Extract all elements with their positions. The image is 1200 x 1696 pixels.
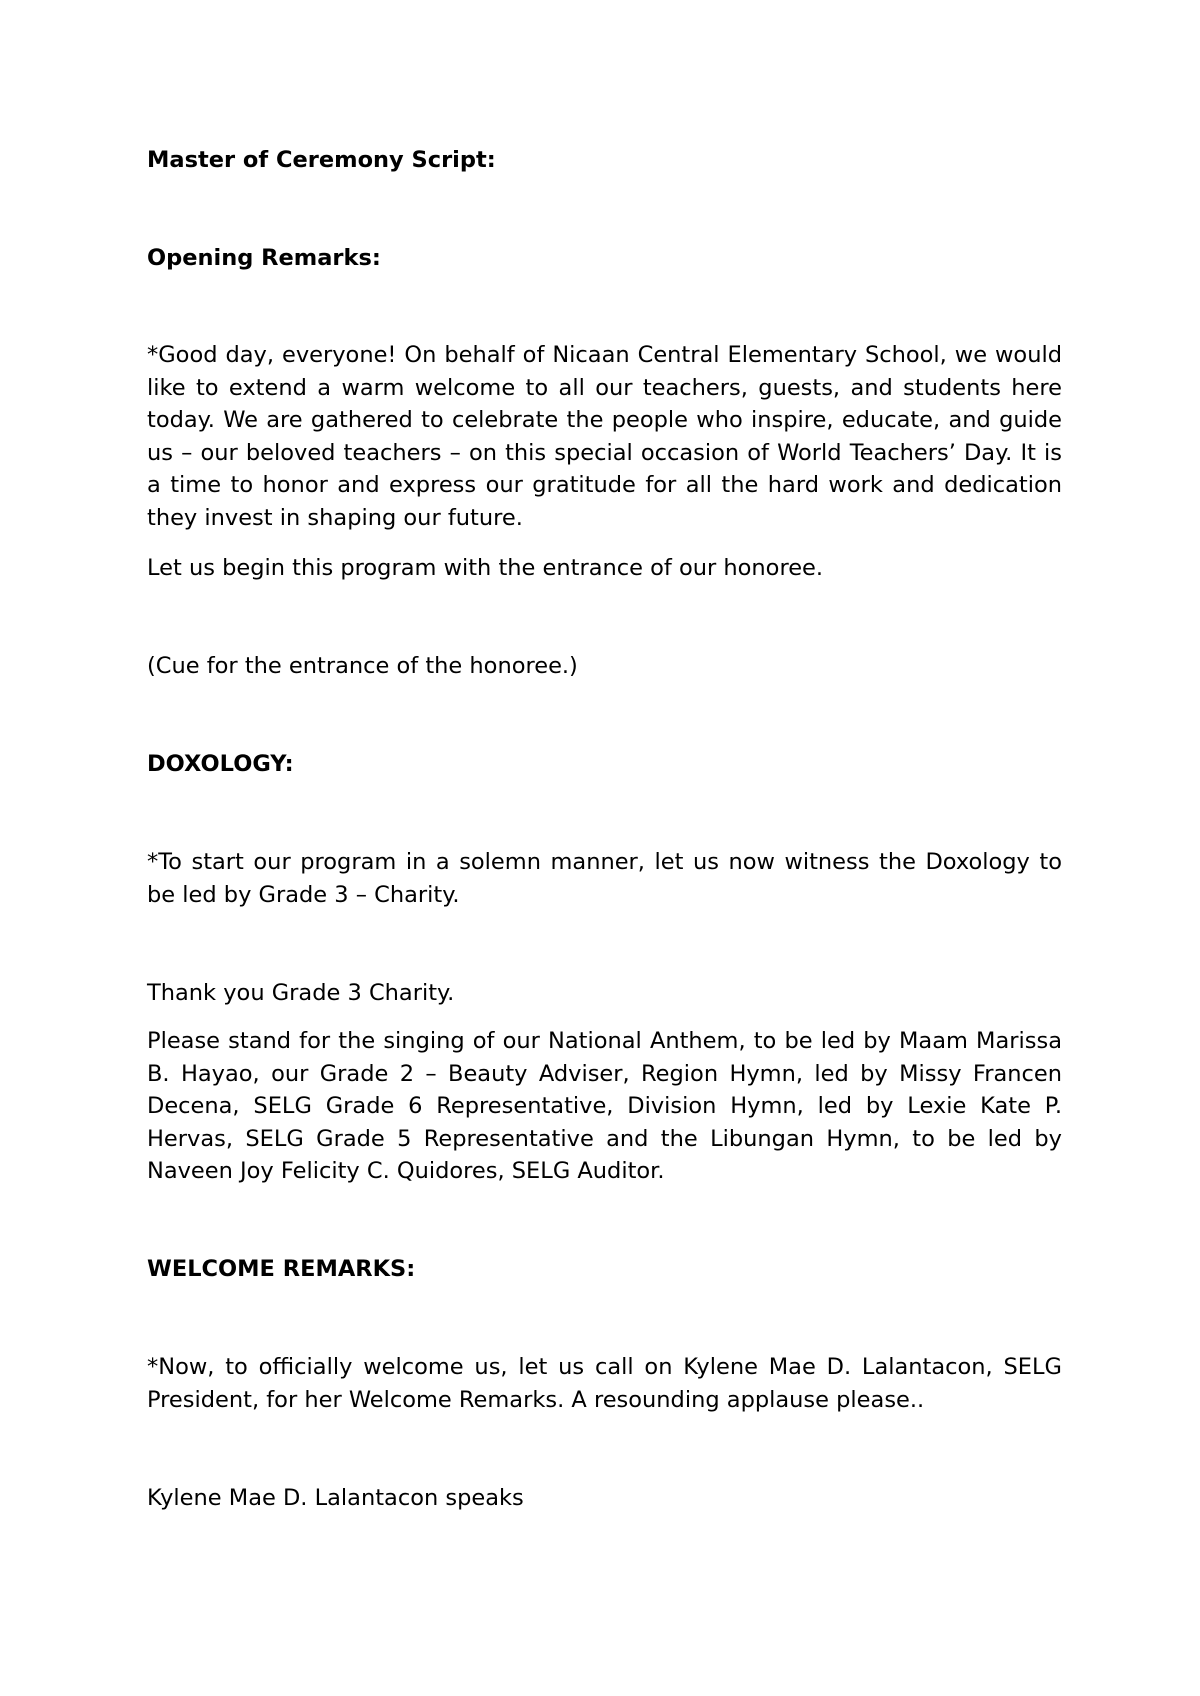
- welcome-remarks-paragraph: *Now, to officially welcome us, let us call on Kylene Mae D. Lalantacon, SELG President, for her Welcome Remarks. A resounding applause please..: [147, 1354, 1062, 1413]
- doxology-paragraph: *To start our program in a solemn manner, let us now witness the Doxology to be led by Grade 3 – Charity.: [147, 849, 1062, 908]
- doxology-heading: DOXOLOGY:: [147, 751, 294, 777]
- opening-remarks-heading: Opening Remarks:: [147, 245, 381, 271]
- opening-remarks-begin-line: Let us begin this program with the entrance of our honoree.: [147, 555, 824, 581]
- document-title: Master of Ceremony Script:: [147, 147, 496, 173]
- doxology-thanks: Thank you Grade 3 Charity.: [147, 980, 455, 1006]
- honoree-entrance-cue: (Cue for the entrance of the honoree.): [147, 653, 578, 679]
- welcome-remarks-heading: WELCOME REMARKS:: [147, 1256, 416, 1282]
- anthem-hymns-paragraph: Please stand for the singing of our National Anthem, to be led by Maam Marissa B. Hayao, our Grade 2 – Beauty Adviser, Region Hymn, led by Missy Francen Decena, SELG Grade 6 Representative, Division Hymn, led by Lexie Kate P. Hervas, SELG Grade 5 Representative and the Libungan Hymn, to be led by Naveen Joy Felicity C. Quidores, SELG Auditor.: [147, 1028, 1062, 1185]
- speaker-note: Kylene Mae D. Lalantacon speaks: [147, 1485, 524, 1511]
- opening-remarks-paragraph: *Good day, everyone! On behalf of Nicaan Central Elementary School, we would like to extend a warm welcome to all our teachers, guests, and students here today. We are gathered to celebrate the people who inspire, educate, and guide us – our beloved teachers – on this special occasion of World Teachers’ Day. It is a time to honor and express our gratitude for all the hard work and dedication they invest in shaping our future.: [147, 342, 1062, 531]
